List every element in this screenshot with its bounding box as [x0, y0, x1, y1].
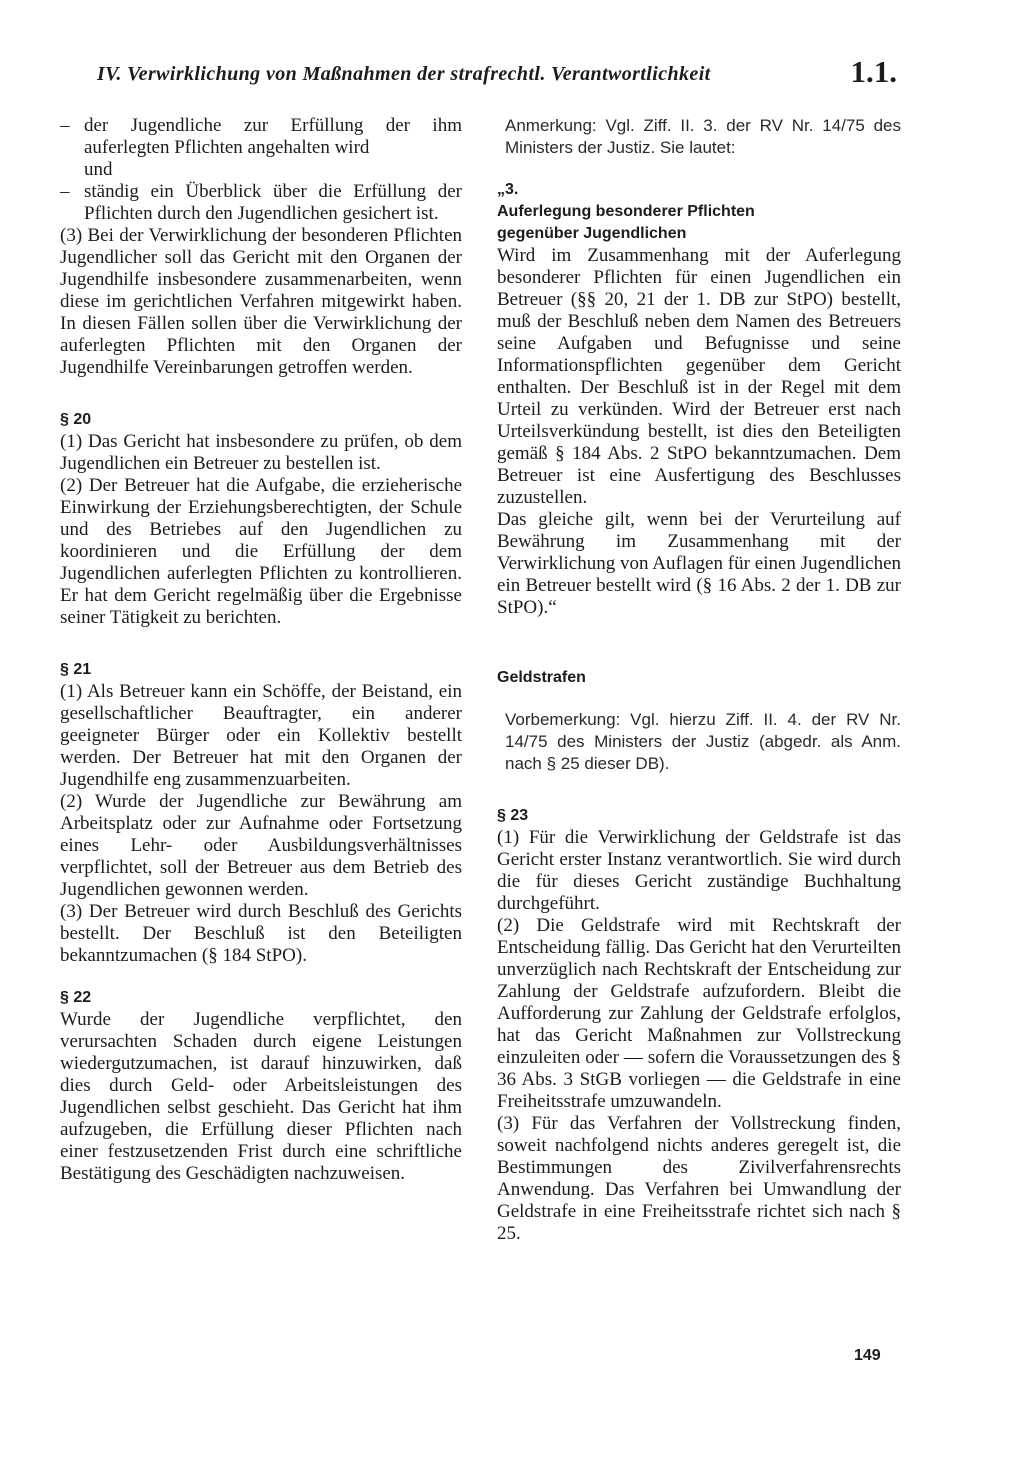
list-item-text: der Jugendliche zur Erfüllung der ihm auferlegten Pflichten angehalten wird [84, 115, 462, 158]
paragraph: (3) Der Betreuer wird durch Beschluß des Gerichts bestellt. Der Beschluß ist den Beteiligten bekanntzumachen (§ 184 StPO). [60, 901, 462, 966]
paragraph: (1) Für die Verwirklichung der Geldstrafe ist das Gericht erster Instanz verantwortlich. Sie wird durch die für dieses Gericht zuständige Buchhaltung durchgeführt. [497, 827, 901, 914]
paragraph: (1) Das Gericht hat insbesondere zu prüfen, ob dem Jugendlichen ein Betreuer zu bestellen ist. [60, 431, 462, 474]
dash-marker: – [60, 115, 70, 136]
paragraph: (3) Für das Verfahren der Vollstreckung finden, soweit nachfolgend nichts anderes geregelt ist, die Bestimmungen des Zivilverfahrensrechts Anwendung. Das Verfahren bei Umwandlung der Geldstrafe in eine Freiheitsstrafe richtet sich nach § 25. [497, 1113, 901, 1244]
paragraph: (2) Wurde der Jugendliche zur Bewährung am Arbeitsplatz oder zur Aufnahme oder Fortsetzung eines Lehr- oder Ausbildungsverhältnisses verpflichtet, soll der Betreuer aus dem Betrieb des Jugendlichen gewonnen werden. [60, 791, 462, 900]
section-heading-22: § 22 [60, 989, 92, 1006]
preliminary-note: Vorbemerkung: Vgl. hierzu Ziff. II. 4. der RV Nr. 14/75 des Ministers der Justiz (abgedr. als Anm. nach § 25 dieser DB). [505, 710, 901, 773]
annotation-note: Anmerkung: Vgl. Ziff. II. 3. der RV Nr. 14/75 des Ministers der Justiz. Sie lautet: [505, 116, 901, 157]
paragraph: Das gleiche gilt, wenn bei der Verurteilung auf Bewährung im Zusammenhang mit der Verwirklichung von Auflagen für einen Jugendlichen ein Betreuer bestellt wird (§ 16 Abs. 2 der 1. DB zur StPO).“ [497, 509, 901, 618]
dash-marker: – [60, 181, 70, 202]
conjunction-text: und [84, 159, 113, 180]
running-header [97, 54, 897, 100]
section-heading-20: § 20 [60, 411, 92, 428]
quote-heading: Auferlegung besonderer Pflichten [497, 203, 755, 220]
subsection-heading: Geldstrafen [497, 669, 586, 686]
paragraph: Wird im Zusammenhang mit der Auferlegung besonderer Pflichten für einen Jugendlichen ein Betreuer (§§ 20, 21 der 1. DB zur StPO) bestellt, muß der Beschluß neben dem Namen des Betreuers seine Aufgaben und Befugnisse und seine Informationspflichten gegenüber dem Gericht enthalten. Der Beschluß ist in der Regel mit dem Urteil zu verkünden. Wird der Betreuer erst nach Urteilsverkündung bestellt, ist dies den Beteiligten gemäß § 184 Abs. 2 StPO bekanntzumachen. Dem Betreuer ist eine Ausfertigung des Beschlusses zuzustellen. [497, 245, 901, 508]
right-column [497, 115, 901, 1245]
list-item [60, 115, 462, 159]
list-item-text: ständig ein Überblick über die Erfüllung der Pflichten durch den Jugendlichen gesichert ist. [84, 181, 462, 224]
page-number: 149 [854, 1347, 881, 1364]
paragraph: (3) Bei der Verwirklichung der besonderen Pflichten Jugendlicher soll das Gericht mit den Organen der Jugendhilfe insbesondere zusammenarbeiten, wenn diese im gerichtlichen Verfahren mitgewirkt haben. In diesen Fällen sollen über die Verwirklichung der auferlegten Pflichten mit den Organen der Jugendhilfe Vereinbarungen getroffen werden. [60, 225, 462, 378]
paragraph: (2) Der Betreuer hat die Aufgabe, die erzieherische Einwirkung der Erziehungsberechtigten, der Schule und des Betriebes auf den Jugendlichen zu koordinieren und die Erfüllung der dem Jugendlichen auferlegten Pflichten zu kontrollieren. Er hat dem Gericht regelmäßig über die Ergebnisse seiner Tätigkeit zu berichten. [60, 475, 462, 628]
section-heading-23: § 23 [497, 807, 529, 824]
paragraph: (1) Als Betreuer kann ein Schöffe, der Beistand, ein gesellschaftlicher Beauftragter, ein anderer geeigneter Bürger oder ein Kollektiv bestellt werden. Der Betreuer hat mit den Organen der Jugendhilfe eng zusammenzuarbeiten. [60, 681, 462, 790]
section-number: 1.1. [850, 54, 897, 89]
list-item [60, 181, 462, 225]
quote-heading: gegenüber Jugendlichen [497, 225, 687, 242]
section-heading-21: § 21 [60, 661, 92, 678]
quote-number: „3. [497, 181, 519, 198]
paragraph: (2) Die Geldstrafe wird mit Rechtskraft der Entscheidung fällig. Das Gericht hat den Verurteilten unverzüglich nach Rechtskraft der Entscheidung zur Zahlung der Geldstrafe aufzufordern. Bleibt die Aufforderung zur Zahlung der Geldstrafe erfolglos, hat das Gericht Maßnahmen zur Vollstreckung einzuleiten oder — sofern die Voraussetzungen des § 36 Abs. 3 StGB vorliegen — die Geldstrafe in eine Freiheitsstrafe umzuwandeln. [497, 915, 901, 1112]
paragraph: Wurde der Jugendliche verpflichtet, den verursachten Schaden durch eigene Leistungen wiedergutzumachen, ist darauf hinzuwirken, daß dies durch Geld- oder Arbeitsleistungen des Jugendlichen selbst geschieht. Das Gericht hat ihm aufzugeben, die Erfüllung dieser Pflichten nach einer festzusetzenden Frist durch eine schriftliche Bestätigung des Geschädigten nachzuweisen. [60, 1009, 462, 1184]
running-title: IV. Verwirklichung von Maßnahmen der strafrechtl. Verantwortlichkeit [97, 63, 711, 85]
left-column [60, 115, 462, 1185]
